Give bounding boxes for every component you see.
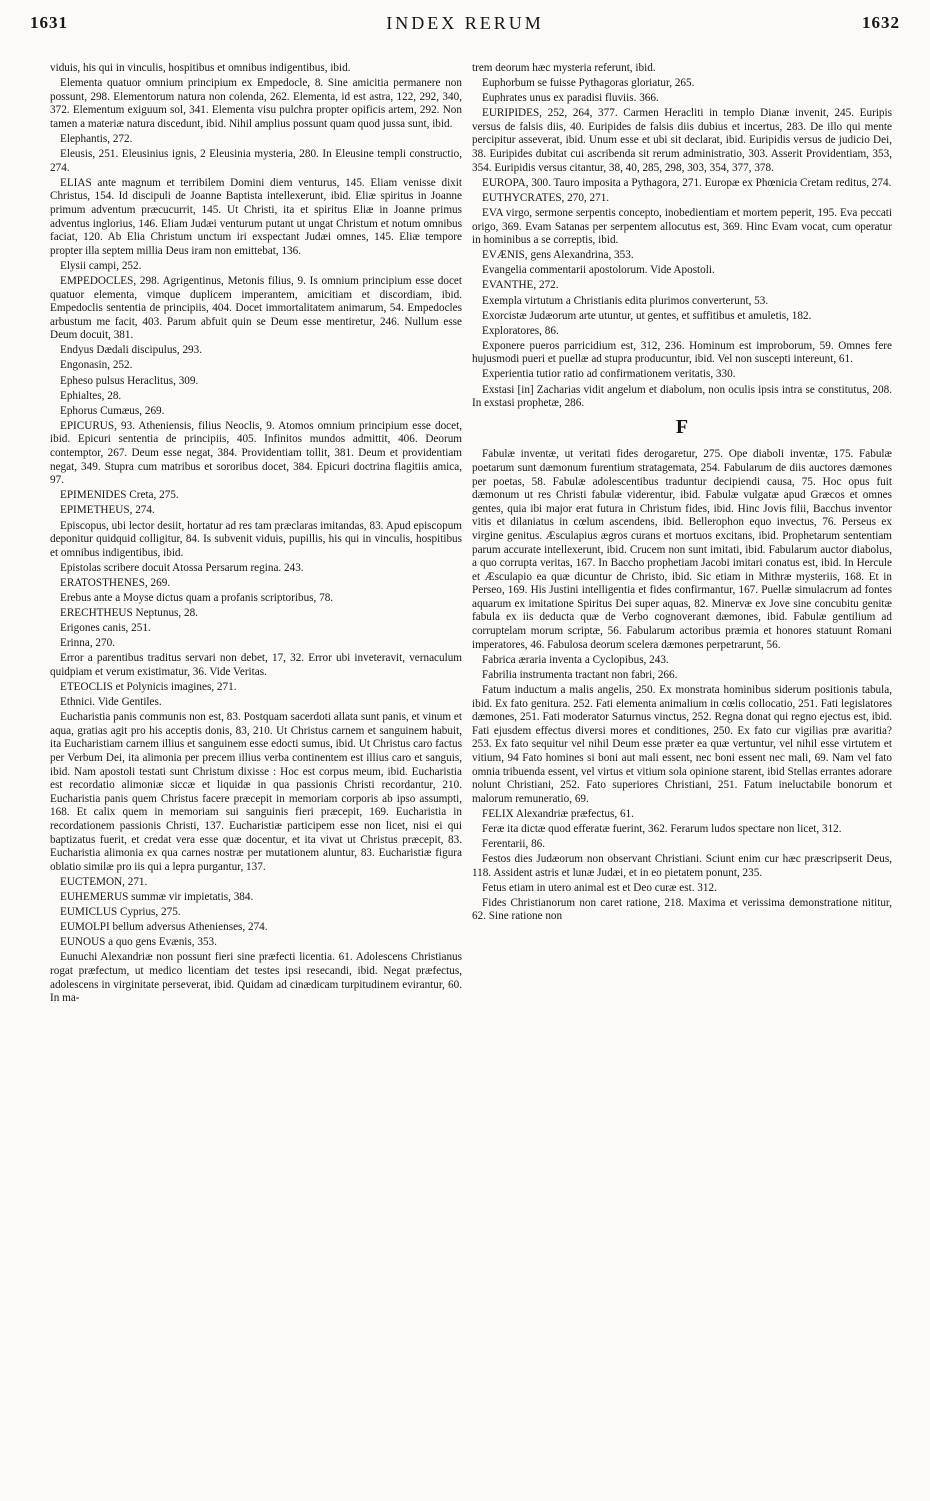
index-entry: Episcopus, ubi lector desiit, hortatur ad res tam præclaras imitandas, 83. Apud episcopum deponitur quidquid colligitur, 84. Is subvenit viduis, pupillis, his qui in vinculis, hospitibus et omnibus indigentibus, ibid. [50, 519, 462, 559]
index-entry: EVANTHE, 272. [482, 279, 559, 292]
index-entry: EPIMETHEUS, 274. [60, 504, 155, 517]
page-title: INDEX RERUM [386, 12, 544, 33]
left-column [50, 62, 462, 1007]
section-letter: F [675, 415, 689, 438]
index-entry: EUNOUS a quo gens Evænis, 353. [60, 936, 217, 949]
index-entry: Exempla virtutum a Christianis edita plurimos converterunt, 53. [482, 294, 769, 307]
index-entry: EVA virgo, sermone serpentis concepto, inobedientiam et mortem peperit, 195. Eva peccati origo, 369. Evam Satanas per serpentem allocutus est, 369. Hinc Evam vocat, cum operatur in hominibus a se correptis, ibid. [472, 206, 892, 247]
index-entry: Erinna, 270. [60, 637, 115, 650]
index-entry: Exploratores, 86. [482, 324, 559, 337]
index-entry-continued: viduis, his qui in vinculis, hospitibus et omnibus indigentibus, ibid. [50, 62, 351, 74]
index-entry: EUCTEMON, 271. [60, 875, 148, 888]
index-entry: Epistolas scribere docuit Atossa Persarum regina. 243. [60, 561, 304, 574]
index-entry: Feræ ita dictæ quod efferatæ fuerint, 362. Ferarum ludos spectare non licet, 312. [482, 822, 842, 835]
index-entry: Euphorbum se fuisse Pythagoras gloriatur, 265. [482, 77, 695, 90]
index-entry: Fabulæ inventæ, ut veritati fides derogaretur, 275. Ope diaboli inventæ, 175. Fabulæ poetarum sunt dæmonum furentium stratagemata, 254. Fabularum de diis auctores dæmones per poetas, 58. Fabulæ adolescentibus traduntur decipiendi causa, 75. Hoc opus fuit dæmonum ut res Christi fabulæ viderentur, ibid. Fabulæ vulgatæ apud Græcos et omnes gentes, quia ibi major erat futura in Christum fides, ibid. Hinc Jovis filii, Bacchus inventor vitis et dilaniatus in cœlum ascendens, ibid. Bellerophon equo invectus, 76. Perseus ex virgine genitus. Æsculapius ægros curans et mortuos excitans, ibid. Prophetarum sententiam parum accurate intellexerunt, ibid. Crucem non sunt imitati, ibid. Fabularum auctor diabolus, a quo corrupta veritas, 167. In Baccho prophetiam Jacobi imitari conatus est, ibid. In Hercule et Æsculapio ea quæ dicuntur de Christo, ibid. Sic etiam in Mithræ mysteriis, 168. Et in Perseo, 169. His Justini intelligentia et fides confirmantur, 167. Puellæ simulacrum ad fontes aquarum ex imitatione Spiritus Dei super aquas, 82. Minervæ ex Jove sine concubitu genitæ fabula ex iis deducta quæ de Verbo cognoverant dæmones, ibid. Fabulæ gentilium ad corruptelam morum scriptæ, 56. Fabularum actoribus præmia et honores statuunt Romani imperatores, 46. Fabulosa deorum scelera dæmones perpetrarunt, 56. [472, 448, 892, 651]
index-entry: EVÆNIS, gens Alexandrina, 353. [482, 249, 634, 262]
index-entry: Elementa quatuor omnium principium ex Empedocle, 8. Sine amicitia permanere non possunt, 298. Elementorum natura non colenda, 262. Elementa, id est astra, 122, 292, 340, 372. Elementum exiguum sol, 341. Elementa visu pulchra propter opificis artem, 292. Non tamen a materiæ natura discedunt, ibid. Nihil amplius possunt quam quod jussa sunt, ibid. [50, 77, 462, 130]
index-entry: Euphrates unus ex paradisi fluviis. 366. [482, 92, 659, 105]
index-entry: Ferentarii, 86. [482, 837, 546, 850]
index-entry: EPIMENIDES Creta, 275. [60, 489, 179, 502]
index-entry: ETEOCLIS et Polynicis imagines, 271. [60, 681, 237, 694]
right-page-number: 1632 [862, 13, 900, 32]
index-entry: ELIAS ante magnum et terribilem Domini diem venturus, 145. Eliam venisse dixit Christus, 154. Id discipuli de Joanne Baptista intellexerunt, ibid. Eliæ spiritus in Joanne primum adventum præcucurrit, 145. Ut Christi, ita et spiritus Eliæ in Joanne primus adventus inglorius, 146. Eliam Judæi venturum putant ut ungat Christum et notum omnibus faciat, 120. Ab Elia Christum unctum iri exspectant Judæi omnes, 145. Eliæ tempore propter illa septem millia Deus iram non emittebat, 136. [50, 176, 462, 257]
index-entry: EUMICLUS Cyprius, 275. [60, 906, 181, 919]
index-entry: EUROPA, 300. Tauro imposita a Pythagora, 271. Europæ ex Phœnicia Cretam reditus, 274. [482, 176, 892, 189]
index-entry: ERATOSTHENES, 269. [60, 576, 171, 589]
index-entry: Fabrica æraria inventa a Cyclopibus, 243. [482, 653, 669, 666]
index-entry: EUMOLPI bellum adversus Athenienses, 274. [60, 921, 268, 934]
index-entry: Endyus Dædali discipulus, 293. [60, 344, 203, 357]
index-entry: Error a parentibus traditus servari non debet, 17, 32. Error ubi inveteravit, vernaculum quidpiam et verum existimatur, 36. Vide Veritas. [50, 652, 462, 678]
index-entry: EPICURUS, 93. Atheniensis, filius Neoclis, 9. Atomos omnium principium esse docet, ibid. Epicuri sententia de principiis, 405. Infinitos mundos admittit, 406. Deorum contemptor, 267. Deum esse negat, 384. Providentiam tollit, 381. Deum et providentiam negat, 349. Stupra cum matribus et sororibus docet, 384. Epicuri doctrina flagitiis amica, 97. [50, 419, 462, 487]
index-entry: Festos dies Judæorum non observant Christiani. Sciunt enim cur hæc præscripserit Deus, 118. Assident astris et lunæ Judæi, et in eo pietatem ponunt, 235. [472, 853, 892, 879]
index-entry: Eunuchi Alexandriæ non possunt fieri sine præfecti licentia. 61. Adolescens Christianus rogat præfectum, ut medico licentiam det testes ipsi resecandi, ibid. Negat præfectus, adolescens in virginitate perseverat, ibid. Quidam ad cinædicam turpitudinem evirantur, 60. In ma- [50, 951, 462, 1005]
index-entry: Engonasin, 252. [60, 359, 133, 372]
index-entry: Fetus etiam in utero animal est et Deo curæ est. 312. [482, 881, 717, 894]
index-entry: Eucharistia panis communis non est, 83. Postquam sacerdoti allata sunt panis, et vinum et aqua, gratias agit pro his acceptis donis, 83, 210. Ut Christus carnem et sanguinem habuit, ita Eucharistiam carnem illius et sanguinem esse edocti sumus, ibid. Ut Christus caro factus per Verbum Dei, ita alimonia per precem illius verba continentem est illius caro et sanguis, ibid. Nam apostoli testati sunt Christum dixisse : Hoc est corpus meum, ibid. Eucharistia est recordatio alimoniæ siccæ et liquidæ in qua passionis Christi recordantur, 210. Eucharistia panis quem Christus facere præcepit in memoriam corporis ab ipso assumpti, 168. Et calix quem in memoriam sui sanguinis fieri præcepit, 169. Eucharistia in recordationem passionis Christi, 137. Eucharistiæ participem esse non licet, nisi ei qui baptizatus fuerit, et credat vera esse quæ docentur, et ita vivat ut Christus præcepit, 83. Eucharistia alimonia ex qua carnes nostræ per mutationem aluntur, 83. Eucharistiæ figura oblatio similæ pro iis qui a lepra purgantur, 137. [50, 711, 462, 873]
index-entry: Erigones canis, 251. [60, 622, 151, 635]
index-entry: Elephantis, 272. [60, 132, 133, 145]
index-entry: Ephorus Cumæus, 269. [60, 404, 165, 417]
index-entry: EUHEMERUS summæ vir impietatis, 384. [60, 890, 254, 903]
index-entry: Fabrilia instrumenta tractant non fabri, 266. [482, 668, 678, 681]
index-entry: EMPEDOCLES, 298. Agrigentinus, Metonis filius, 9. Is omnium principium esse docet quatuor elementa, vimque duplicem imperantem, amicitiam et discordiam, ibid. Empedoclis sententia de principiis, 404. Docet immortalitatem animarum, 54. Empedocles arbustum me facit, 403. Parum abfuit quin se Deum esse mentiretur, 246. Nullum esse Deum docuit, 381. [50, 274, 462, 342]
index-entry: Ephialtes, 28. [60, 389, 122, 402]
index-entry: EUTHYCRATES, 270, 271. [482, 191, 610, 204]
running-header [30, 8, 900, 38]
index-entry: Evangelia commentarii apostolorum. Vide Apostoli. [482, 264, 715, 277]
index-entry: Elysii campi, 252. [60, 259, 142, 272]
left-page-number: 1631 [30, 13, 68, 32]
index-entry: Experientia tutior ratio ad confirmationem veritatis, 330. [482, 368, 736, 381]
index-entry: ERECHTHEUS Neptunus, 28. [60, 607, 198, 620]
index-entry: Epheso pulsus Heraclitus, 309. [60, 374, 199, 387]
index-entry: Exstasi [in] Zacharias vidit angelum et diabolum, non oculis ipsis intra se constitutus, 208. In exstasi prophetæ, 286. [472, 383, 892, 410]
index-entry: Exponere pueros parricidium est, 312, 236. Hominum est improborum, 59. Omnes fere hujusmodi pueri et puellæ ad stupra producuntur, ibid. Vel non suscepti intereunt, 61. [472, 339, 892, 366]
index-entry: EURIPIDES, 252, 264, 377. Carmen Heracliti in templo Dianæ invenit, 245. Euripis versus de falsis diis, 40. Euripides de falsis diis dubius et incertus, 283. De illo qui mente percipitur asseverat, ibid. Unum esse et ubi sit declarat, ibid. Euripidis versus de judicio Dei, 38. Euripides dubitat cui ascribenda sit rerum administratio, 303. Asserit Providentiam, 353, 354. Euripidis versus citantur, 38, 40, 285, 298, 303, 354, 377, 378. [472, 107, 892, 174]
index-entry: Exorcistæ Judæorum arte utuntur, ut gentes, et suffitibus et amuletis, 182. [482, 309, 812, 322]
index-entry: Fides Christianorum non caret ratione, 218. Maxima et verissima demonstratione nititur, 62. Sine ratione non [472, 896, 892, 923]
index-entry: FELIX Alexandriæ præfectus, 61. [482, 807, 634, 820]
index-entry: Fatum inductum a malis angelis, 250. Ex monstrata hominibus siderum positionis tabula, ibid. Ex fato genitura. 252. Fati elementa animalium in cœlis collocatio, 251. Fati legislatores dæmones, 251. Fati moderator Saturnus vinctus, 252. Regna donat qui regno ejectus est, ibid. Fati ejusdem effectus diversi mores et conditiones, 250. Ex fato cur vigilias præ avaritia? 253. Ex fato sequitur vel nihil Deum esse præter ea quæ vertuntur, vel nihil esse virtutem et vitium, 94 Fato homines si boni aut mali essent, nec boni essent nec mali, 69. Nam vel fato omnia tribuenda essent, vel virtus et vitium sola opinione starent, ibid Stellas errantes adorare nolunt Christiani, 252. Fato superiores Christiani, 251. Fatum ineluctabile bonorum et malorum remuneratio, 69. [472, 683, 892, 805]
index-entry: Erebus ante a Moyse dictus quam a profanis scriptoribus, 78. [60, 591, 334, 604]
right-column [472, 62, 892, 926]
index-entry: Ethnici. Vide Gentiles. [60, 696, 162, 709]
index-entry-continued: trem deorum hæc mysteria referunt, ibid. [472, 62, 656, 74]
index-entry: Eleusis, 251. Eleusinius ignis, 2 Eleusinia mysteria, 280. In Eleusine templi constructio, 274. [50, 148, 462, 174]
